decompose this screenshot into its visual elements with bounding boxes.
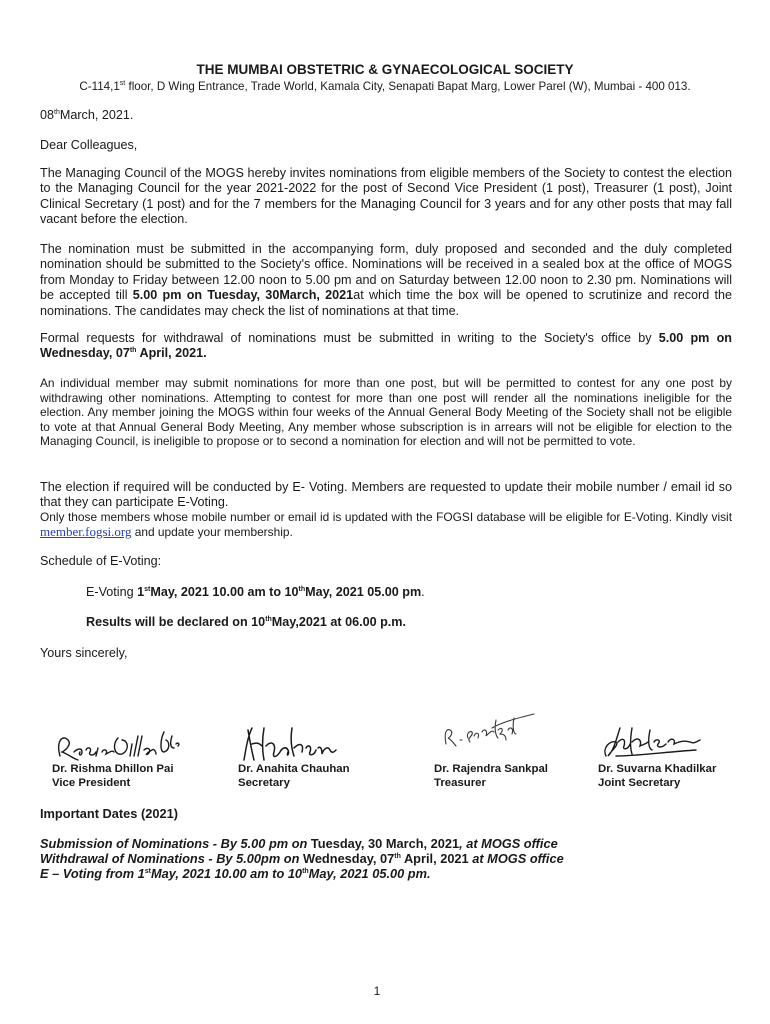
paragraph-withdrawal: Formal requests for withdrawal of nominations must be submitted in writing to the Society's office by 5.00 pm on Wednesday, 07th April, 2021. [40, 331, 732, 361]
signatory-2: Dr. Anahita Chauhan Secretary [238, 763, 350, 789]
important-date-withdrawal: Withdrawal of Nominations - By 5.00pm on Wednesday, 07th April, 2021 at MOGS office [40, 851, 564, 866]
society-title: THE MUMBAI OBSTETRIC & GYNAECOLOGICAL SOCIETY [196, 62, 574, 77]
signatory-4: Dr. Suvarna Khadilkar Joint Secretary [598, 763, 717, 789]
salutation: Dear Colleagues, [40, 138, 138, 152]
page-number: 1 [373, 984, 381, 998]
important-date-e-voting: E – Voting from 1stMay, 2021 10.00 am to 10thMay, 2021 05.00 pm. [40, 866, 431, 881]
paragraph-fogsi-update: Only those members whose mobile number or email id is updated with the FOGSI database will be eligible for E-Voting. Kindly visit member.fogsi.org and update your membership. [40, 510, 732, 539]
society-address: C-114,1st floor, D Wing Entrance, Trade World, Kamala City, Senapati Bapat Marg, Lower Parel (W), Mumbai - 400 013. [79, 80, 691, 93]
signature-anahita-chauhan [236, 722, 346, 768]
paragraph-invitation: The Managing Council of the MOGS hereby invites nominations from eligible members of the Society to contest the election to the Managing Council for the year 2021-2022 for the post of Second Vice President (1 post), Treasurer (1 post), Joint Clinical Secretary (1 post) and for the 7 members for the Managing Council for 3 years and for any other posts that may fall vacant before the election. [40, 166, 732, 227]
fogsi-membership-link[interactable]: member.fogsi.org [40, 523, 132, 539]
paragraph-e-voting: The election if required will be conducted by E- Voting. Members are requested to update their mobile number / email id so that they can participate E-Voting. [40, 480, 732, 510]
signature-suvarna-khadilkar [596, 720, 706, 764]
closing: Yours sincerely, [40, 646, 128, 660]
signatory-1: Dr. Rishma Dhillon Pai Vice President [52, 763, 174, 789]
paragraph-nomination-submission: The nomination must be submitted in the accompanying form, duly proposed and seconded and the duly completed nomination should be submitted to the Society's office. Nominations will be received in a sealed box at the office of MOGS from Monday to Friday between 12.00 noon to 5.00 pm and on Saturday between 12.00 noon to 2.30 pm. Nominations will be accepted till 5.00 pm on Tuesday, 30March, 2021at which time the box will be opened to scrutinize and record the nominations. The candidates may check the list of nominations at that time. [40, 242, 732, 318]
letter-date: 08thMarch, 2021. [40, 108, 134, 122]
schedule-heading: Schedule of E-Voting: [40, 554, 162, 568]
signatory-3: Dr. Rajendra Sankpal Treasurer [434, 763, 548, 789]
results-declaration: Results will be declared on 10thMay,2021 at 06.00 p.m. [86, 615, 406, 629]
paragraph-eligibility-rules: An individual member may submit nominations for more than one post, but will be permitted to contest for any one post by withdrawing other nominations. Attempting to contest for more than one post will render all the nominations ineligible for the election. Any member joining the MOGS within four weeks of the Annual General Body Meeting of the Society shall not be eligible to vote at that Annual General Body Meeting, Any member whose subscription is in arrears will not be eligible for election to the Managing Council, is ineligible to propose or to second a nomination for election and will not be permitted to vote. [40, 376, 732, 449]
signature-rajendra-sankpal [438, 708, 538, 752]
important-date-submission: Submission of Nominations - By 5.00 pm on Tuesday, 30 March, 2021, at MOGS office [40, 836, 558, 851]
e-voting-schedule: E-Voting 1stMay, 2021 10.00 am to 10thMay, 2021 05.00 pm. [86, 585, 425, 599]
signature-rishma-dhillon-pai [52, 722, 182, 766]
important-dates-heading: Important Dates (2021) [40, 806, 178, 821]
